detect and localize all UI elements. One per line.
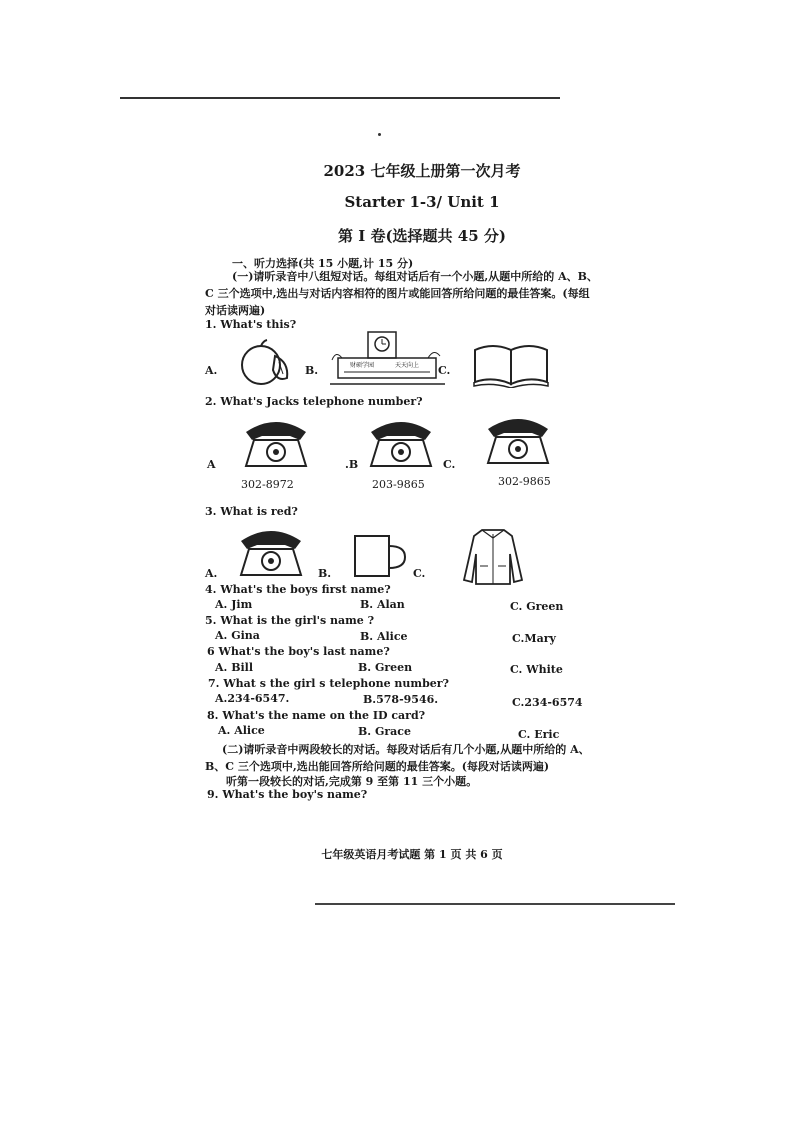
q1-option-b: B. — [305, 364, 319, 377]
page-footer: 七年级英语月考试题 第 1 页 共 6 页 — [321, 848, 503, 861]
q3-option-b: B. — [318, 567, 332, 580]
telephone-icon-a — [240, 418, 312, 468]
open-book-icon — [470, 342, 552, 388]
part2-line2: B、C 三个选项中,选出能回答所给问题的最佳答案。(每段对话读两遍) — [205, 760, 550, 773]
scan-edge-bottom — [315, 903, 675, 905]
q7-option-c: C.234-6574 — [512, 696, 583, 709]
part1-line1: (一)请听录音中八组短对话。每组对话后有一个小题,从题中所给的 A、B、 — [232, 270, 598, 283]
school-sign-left: 财硕学园 — [350, 362, 375, 369]
part1-line2: C 三个选项中,选出与对话内容相符的图片或能回答所给问题的最佳答案。(每组 — [205, 287, 590, 300]
q2-number-b: 203-9865 — [372, 478, 425, 491]
q5-option-a: A. Gina — [215, 629, 260, 642]
q3-option-c: C. — [413, 567, 426, 580]
q6-question: 6 What's the boy's last name? — [207, 645, 390, 658]
q3-option-a: A. — [205, 567, 218, 580]
q1-option-a: A. — [205, 364, 218, 377]
telephone-icon-c — [482, 415, 554, 465]
q7-option-a: A.234-6547. — [215, 692, 290, 705]
scan-edge-top — [120, 97, 560, 99]
q7-option-b: B.578-9546. — [363, 693, 439, 706]
q2-number-c: 302-9865 — [498, 475, 551, 488]
section1-heading: 一、听力选择(共 15 小题,计 15 分) — [232, 257, 414, 270]
q3-question: 3. What is red? — [205, 505, 298, 518]
exam-title: 2023 七年级上册第一次月考 — [323, 162, 521, 180]
q6-option-c: C. White — [510, 663, 563, 676]
orange-icon — [235, 338, 295, 386]
q6-option-a: A. Bill — [215, 661, 254, 674]
q1-question: 1. What's this? — [205, 318, 297, 331]
part1-line3: 对话读两遍) — [205, 304, 266, 317]
q4-question: 4. What's the boys first name? — [205, 583, 391, 596]
q7-question: 7. What s the girl s telephone number? — [208, 677, 450, 690]
school-sign-right: 天天向上 — [395, 362, 420, 369]
q2-number-a: 302-8972 — [241, 478, 294, 491]
mug-icon — [352, 532, 408, 580]
q4-option-a: A. Jim — [215, 598, 253, 611]
part2-line1: (二)请听录音中两段较长的对话。每段对话后有几个小题,从题中所给的 A、 — [222, 743, 590, 756]
q2-option-a: A — [207, 458, 216, 471]
q5-option-c: C.Mary — [512, 632, 556, 645]
q5-question: 5. What is the girl's name ? — [205, 614, 375, 627]
school-building-icon — [330, 328, 445, 388]
part2-line3: 听第一段较长的对话,完成第 9 至第 11 三个小题。 — [226, 775, 478, 788]
q4-option-c: C. Green — [510, 600, 564, 613]
volume-title: 第 I 卷(选择题共 45 分) — [338, 227, 506, 245]
q8-option-b: B. Grace — [358, 725, 411, 738]
q2-option-c: C. — [443, 458, 456, 471]
q2-question: 2. What's Jacks telephone number? — [205, 395, 423, 408]
q2-option-b: .B — [345, 458, 359, 471]
q8-option-c: C. Eric — [518, 728, 560, 741]
q9-question: 9. What's the boy's name? — [207, 788, 368, 801]
q8-question: 8. What's the name on the ID card? — [207, 709, 426, 722]
q1-option-c: C. — [438, 364, 451, 377]
telephone-icon-b — [365, 418, 437, 468]
q8-option-a: A. Alice — [218, 724, 265, 737]
unit-title: Starter 1-3/ Unit 1 — [344, 193, 500, 211]
scan-dot — [378, 133, 381, 136]
telephone-icon-red — [235, 527, 307, 577]
q4-option-b: B. Alan — [360, 598, 405, 611]
q5-option-b: B. Alice — [360, 630, 408, 643]
jacket-icon — [462, 526, 524, 586]
q6-option-b: B. Green — [358, 661, 413, 674]
